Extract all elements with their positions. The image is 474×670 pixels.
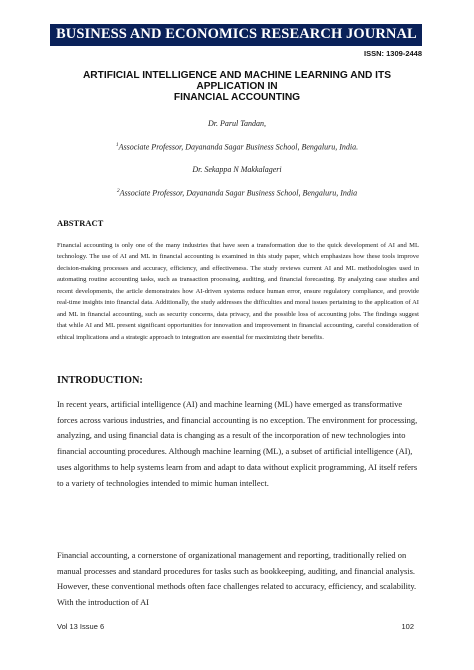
- author-1-name: Dr. Parul Tandan,: [208, 119, 266, 128]
- author-2-affiliation-text: Associate Professor, Dayananda Sagar Business School, Bengaluru, India: [119, 188, 358, 198]
- journal-banner: [50, 24, 422, 46]
- abstract-text: Financial accounting is only one of the many industries that have seen a transformation due to the quick development of AI and ML technology. The use of AI and ML in financial accounting is examined in this study paper, which emphasizes how these tools improve decision-making processes and accuracy, efficiency, and effectiveness. The study reviews current AI and ML methodologies used in automating routine accounting tasks, such as transaction processing, auditing, and financial forecasting. By analyzing case studies and recent developments, the article demonstrates how AI-driven systems reduce human error, ensure regulatory compliance, and provide real-time insights into financial data. Additionally, the study addresses the difficulties and moral issues pertaining to the application of AI and ML in financial accounting, such as security concerns, data privacy, and the possible loss of accounting jobs. The findings suggest that while AI and ML present significant opportunities for innovation and improvement in financial accounting, careful consideration of ethical implications and a strategic approach to integration are essential for maximizing their benefits.: [57, 242, 419, 341]
- author-2-name: Dr. Sekappa N Makkalageri: [192, 165, 282, 174]
- paper-title-line-2: FINANCIAL ACCOUNTING: [173, 92, 301, 103]
- paper-title-line-1: ARTIFICIAL INTELLIGENCE AND MACHINE LEARNING AND ITS APPLICATION IN: [82, 70, 392, 92]
- issn: ISSN: 1309-2448: [364, 49, 422, 58]
- footer-volume: Vol 13 Issue 6: [57, 622, 105, 631]
- author-2-affiliation-number: 2: [116, 188, 120, 194]
- introduction-heading: INTRODUCTION:: [57, 375, 143, 386]
- abstract-heading: ABSTRACT: [57, 218, 104, 228]
- author-2-affiliation: [48, 188, 426, 198]
- introduction-paragraph-1: In recent years, artificial intelligence (AI) and machine learning (ML) have emerged as transformative forces across various industries, and financial accounting is no exception. The environment for processing, analyzing, and using financial data is changing as a result of the incorporation of new technologies into financial accounting procedures. Although machine learning (ML), a subset of artificial intelligence (AI), uses algorithms to help systems learn from and adapt to data without explicit programming, AI itself refers to a variety of technologies intended to mimic human intellect.: [57, 399, 418, 488]
- author-1-affiliation: [48, 142, 426, 152]
- footer-page-number: 102: [401, 622, 414, 631]
- author-1-affiliation-number: 1: [115, 142, 119, 148]
- author-1-affiliation-text: Associate Professor, Dayananda Sagar Business School, Bengaluru, India.: [118, 142, 359, 152]
- journal-name: BUSINESS AND ECONOMICS RESEARCH JOURNAL: [56, 26, 417, 42]
- introduction-paragraph-2: Financial accounting, a cornerstone of organizational management and reporting, traditionally relied on manual processes and standard procedures for tasks such as bookkeeping, auditing, and financial analysis. However, these conventional methods often face challenges related to accuracy, efficiency, and scalability. With the introduction of AI: [57, 550, 417, 608]
